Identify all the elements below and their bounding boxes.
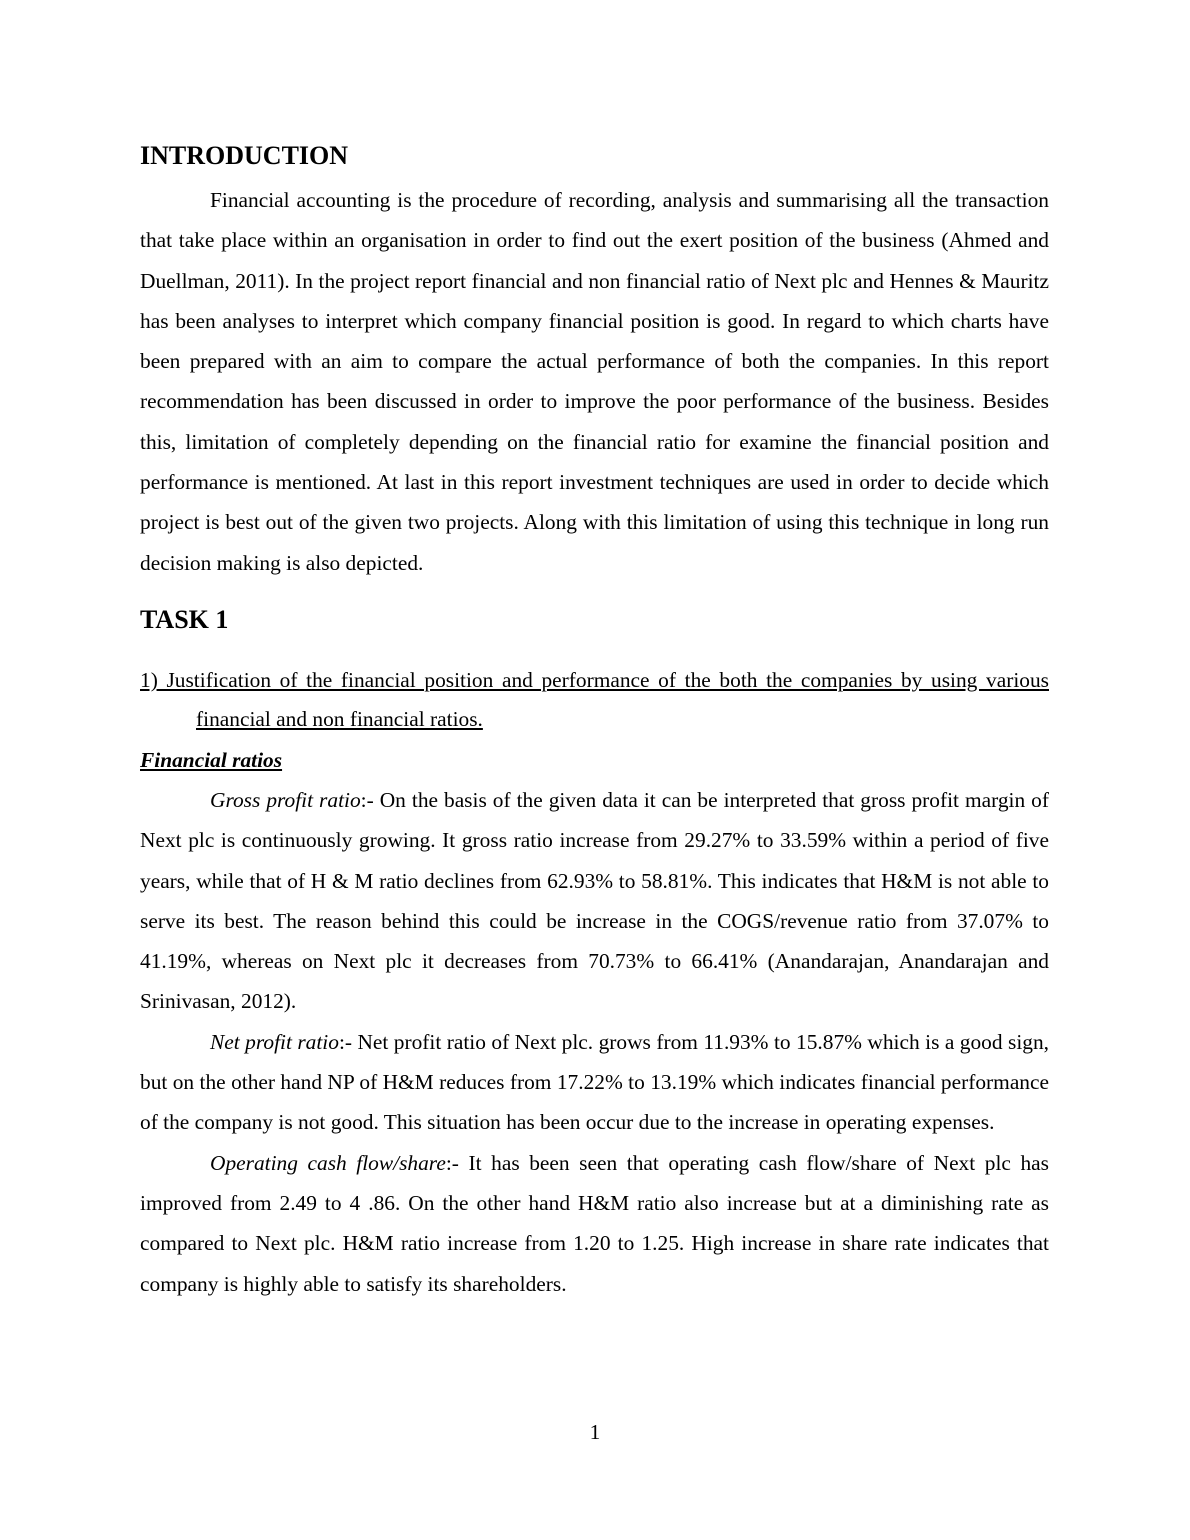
operating-cash-flow-paragraph	[140, 1143, 1049, 1304]
task1-heading: TASK 1	[140, 604, 229, 634]
task1-question: 1) Justification of the financial position and performance of the both the companies by using various financial and non financial ratios.	[140, 667, 1049, 732]
document-page	[140, 138, 1049, 1304]
introduction-heading: INTRODUCTION	[140, 141, 349, 170]
net-profit-paragraph	[140, 1022, 1049, 1143]
operating-cash-flow-text: :- It has been seen that operating cash flow/share of Next plc has improved from 2.49 to 4 .86. On the other hand H&M ratio also increase but at a diminishing rate as compared to Next plc. H&M ratio increase from 1.20 to 1.25. High increase in share rate indicates that company is highly able to satisfy its shareholders.	[140, 1150, 1049, 1296]
operating-cash-flow-term: Operating cash flow/share	[210, 1150, 446, 1175]
net-profit-text: :- Net profit ratio of Next plc. grows from 11.93% to 15.87% which is a good sign, but on the other hand NP of H&M reduces from 17.22% to 13.19% which indicates financial performance of the company is not good. This situation has been occur due to the increase in operating expenses.	[140, 1029, 1049, 1135]
gross-profit-paragraph	[140, 780, 1049, 1022]
gross-profit-text: :- On the basis of the given data it can be interpreted that gross profit margin of Next plc is continuously growing. It gross ratio increase from 29.27% to 33.59% within a period of five years, while that of H & M ratio declines from 62.93% to 58.81%. This indicates that H&M is not able to serve its best. The reason behind this could be increase in the COGS/revenue ratio from 37.07% to 41.19%, whereas on Next plc it decreases from 70.73% to 66.41% (Anandarajan, Anandarajan and Srinivasan, 2012).	[140, 787, 1049, 1014]
net-profit-term: Net profit ratio	[210, 1029, 339, 1054]
financial-ratios-subheading: Financial ratios	[140, 747, 283, 772]
introduction-paragraph: Financial accounting is the procedure of recording, analysis and summarising all the transaction that take place within an organisation in order to find out the exert position of the business (Ahmed and Duellman, 2011). In the project report financial and non financial ratio of Next plc and Hennes & Mauritz has been analyses to interpret which company financial position is good. In regard to which charts have been prepared with an aim to compare the actual performance of both the companies. In this report recommendation has been discussed in order to improve the poor performance of the business. Besides this, limitation of completely depending on the financial ratio for examine the financial position and performance is mentioned. At last in this report investment techniques are used in order to decide which project is best out of the given two projects. Along with this limitation of using this technique in long run decision making is also depicted.	[140, 188, 1049, 575]
gross-profit-term: Gross profit ratio	[210, 787, 361, 812]
page-number: 1	[589, 1420, 601, 1444]
